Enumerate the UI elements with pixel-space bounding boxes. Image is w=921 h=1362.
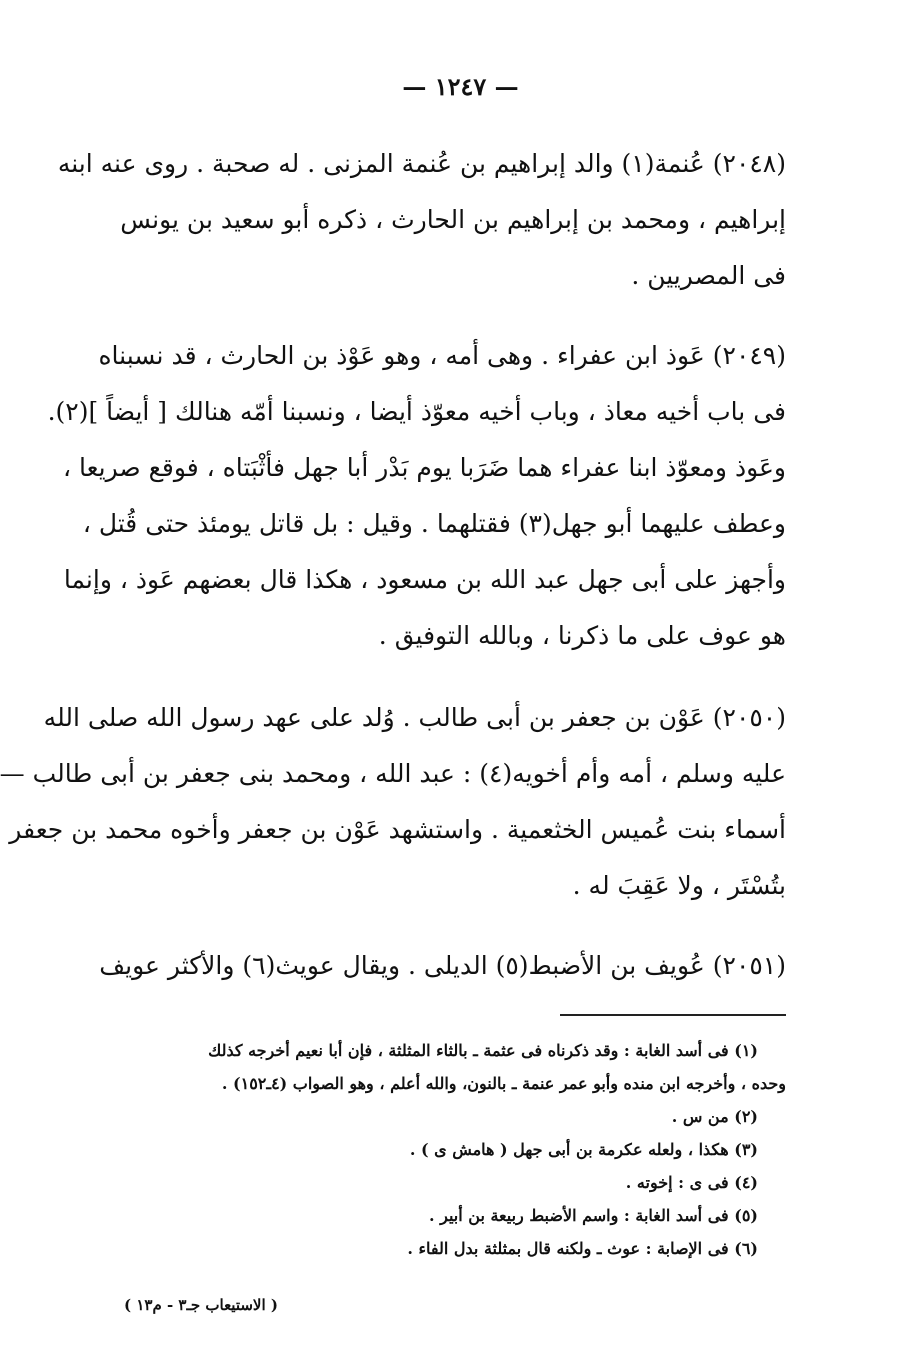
footnote-2: (٢) من س . <box>671 1107 758 1126</box>
footnote-4: (٤) فى ى : إخوته . <box>625 1173 758 1192</box>
entry-line: هو عوف على ما ذكرنا ، وبالله التوفيق . <box>378 621 786 650</box>
footnote-1-continued: وحده ، وأخرجه ابن منده وأبو عمر عنمة ـ بالنون، والله أعلم ، وهو الصواب (٤ـ١٥٢) . <box>221 1074 786 1093</box>
entry-2050 <box>0 690 786 914</box>
footnote-5: (٥) فى أسد الغابة : واسم الأضبط ربيعة بن أبير . <box>429 1206 758 1225</box>
entry-line: بتُسْتَر ، ولا عَقِبَ له . <box>572 871 786 900</box>
entry-line: عليه وسلم ، أمه وأم أخويه(٤) : عبد الله ، ومحمد بنى جعفر بن أبى طالب — <box>0 759 786 788</box>
entry-line: فى باب أخيه معاذ ، وباب أخيه معوّذ أيضا ، ونسبنا أمّه هنالك [ أيضاً ](٢). <box>47 397 786 426</box>
footnote-3: (٣) هكذا ، ولعله عكرمة بن أبى جهل ( هامش ى ) . <box>409 1140 758 1159</box>
entry-line: (٢٠٤٨) عُنمة(١) والد إبراهيم بن عُنمة المزنى . له صحبة . روى عنه ابنه <box>57 149 786 178</box>
page-number: — ١٢٤٧ — <box>402 72 519 101</box>
footnote-6: (٦) فى الإصابة : عوث ـ ولكنه قال بمثلثة بدل الفاء . <box>407 1239 758 1258</box>
footnote-divider <box>560 1014 786 1016</box>
entry-line: وعَوذ ومعوّذ ابنا عفراء هما ضَرَبا يوم بَدْر أبا جهل فأثْبَتاه ، فوقع صريعا ، <box>62 453 786 482</box>
printer-signature: ( الاستيعاب جـ٣ - م١٣ ) <box>124 1296 278 1314</box>
entry-line: أسماء بنت عُميس الخثعمية . واستشهد عَوْن بن جعفر وأخوه محمد بن جعفر <box>9 815 786 844</box>
entry-line: فى المصريين . <box>631 261 786 290</box>
entry-line: وأجهز على أبى جهل عبد الله بن مسعود ، هكذا قال بعضهم عَوذ ، وإنما <box>63 565 786 594</box>
entry-line: (٢٠٥٠) عَوْن بن جعفر بن أبى طالب . وُلد على عهد رسول الله صلى الله <box>43 703 786 732</box>
entry-line: وعطف عليهما أبو جهل(٣) فقتلهما . وقيل : بل قاتل يومئذ حتى قُتل ، <box>82 509 786 538</box>
entry-line: (٢٠٤٩) عَوذ ابن عفراء . وهى أمه ، وهو عَوْذ بن الحارث ، قد نسبناه <box>98 341 786 370</box>
footnote-1: (١) فى أسد الغابة : وقد ذكرناه فى عثمة ـ بالثاء المثلثة ، فإن أبا نعيم أخرجه كذلك <box>208 1041 758 1060</box>
entry-2048 <box>57 136 786 304</box>
entry-2051 <box>99 938 786 994</box>
entry-2049 <box>47 328 786 664</box>
entry-line: إبراهيم ، ومحمد بن إبراهيم بن الحارث ، ذكره أبو سعيد بن يونس <box>120 205 786 234</box>
entry-line: (٢٠٥١) عُويف بن الأضبط(٥) الديلى . ويقال عويث(٦) والأكثر عويف <box>99 951 786 980</box>
footnotes <box>128 1034 786 1265</box>
